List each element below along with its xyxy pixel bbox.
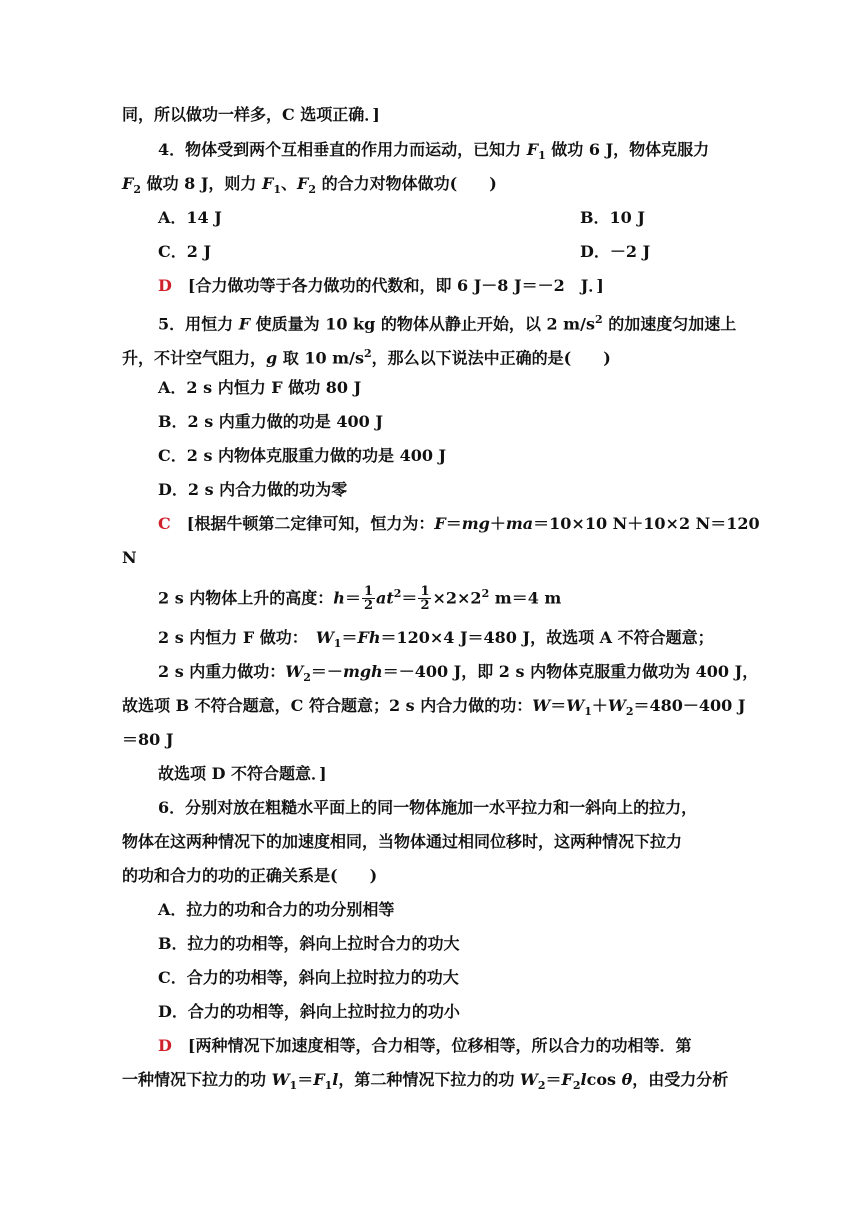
fraction-half: $\frac{1}{2}$ xyxy=(363,584,373,614)
fraction-half: $\frac{1}{2}$ xyxy=(420,584,430,614)
q4-option-c: C．2 J xyxy=(158,242,212,261)
q5-option-a: A．2 s 内恒力 F 做功 80 J xyxy=(158,378,362,397)
q6-explanation-line2: 一种情况下拉力的功 $W_1=F_1l$，第二种情况下拉力的功 $W_2=F_2lcos$ θ，由受力分析 xyxy=(122,1070,729,1093)
q5-stem-line2: 升，不计空气阻力，g 取 10 $m/s^2$，那么以下说法中正确的是( ) xyxy=(122,347,611,368)
q5-explanation-line6: 故选项 B 不符合题意，C 符合题意；2 s 内合力做的功：$W=W_1+W_2=480-400$ J xyxy=(122,696,746,719)
q6-option-b: B．拉力的功相等，斜向上拉时合力的功大 xyxy=(158,934,460,953)
q4-options-row2 xyxy=(158,240,651,264)
q6-option-c: C．合力的功相等，斜向上拉时拉力的功大 xyxy=(158,968,459,987)
q4-answer-explanation: D [合力做功等于各力做功的代数和，即 6 J－8 J＝－2 J．] xyxy=(158,276,604,295)
q4-stem-line2: $F_2$ 做功 8 J，则力 $F_1$、$F_2$ 的合力对物体做功( ) xyxy=(122,174,497,197)
q4-option-b: B．10 J xyxy=(580,208,645,227)
q5-option-c: C．2 s 内物体克服重力做的功是 400 J xyxy=(158,446,447,465)
q6-option-d: D．合力的功相等，斜向上拉时拉力的功小 xyxy=(158,1002,460,1021)
q5-explanation-line8: 故选项 D 不符合题意．] xyxy=(158,764,327,783)
q6-stem-line3: 的功和合力的功的正确关系是( ) xyxy=(122,866,378,885)
q4-options-row1 xyxy=(158,206,645,230)
q5-explanation-line3: 2 s 内物体上升的高度：h＝ $\frac{1}{2}$ $at^2=$ $\frac{1}{2}$ $\times 2\times 2^2$ m＝4 m xyxy=(158,584,562,614)
q5-explanation-line4: 2 s 内恒力 F 做功： $W_1=Fh=120\times 4$ J＝480 J，故选项 A 不符合题意； xyxy=(158,628,714,651)
q5-explanation-line7: ＝80 J xyxy=(122,730,174,749)
q5-explanation-line5: 2 s 内重力做功：$W_2=-mgh=-400$ J，即 2 s 内物体克服重力做功为 400 J， xyxy=(158,662,759,685)
previous-answer-tail: 同，所以做功一样多，C 选项正确．] xyxy=(122,105,380,124)
q5-option-b: B．2 s 内重力做的功是 400 J xyxy=(158,412,383,431)
q5-explanation-line2: N xyxy=(122,548,137,567)
q5-explanation-line1: C [根据牛顿第二定律可知，恒力为：F＝mg＋ma＝10×10 N＋10×2 N＝120 xyxy=(158,514,760,533)
q5-stem-line1: 5．用恒力 F 使质量为 10 kg 的物体从静止开始，以 2 $m/s^2$ 的加速度匀加速上 xyxy=(158,313,737,334)
q6-answer: D xyxy=(158,1036,172,1055)
q5-option-d: D．2 s 内合力做的功为零 xyxy=(158,480,348,499)
q4-option-a: A．14 J xyxy=(158,208,222,227)
q4-stem-line1: 4．物体受到两个互相垂直的作用力而运动，已知力 $F_1$ 做功 6 J，物体克服力 xyxy=(158,140,710,163)
q5-answer: C xyxy=(158,514,171,533)
q6-option-a: A．拉力的功和合力的功分别相等 xyxy=(158,900,395,919)
q6-stem-line2: 物体在这两种情况下的加速度相同，当物体通过相同位移时，这两种情况下拉力 xyxy=(122,832,683,851)
q6-stem-line1: 6．分别对放在粗糙水平面上的同一物体施加一水平拉力和一斜向上的拉力， xyxy=(158,798,698,817)
q4-option-d: D．－2 J xyxy=(580,242,651,261)
q4-answer: D xyxy=(158,276,172,295)
q6-explanation-line1: D [两种情况下加速度相等，合力相等，位移相等，所以合力的功相等．第 xyxy=(158,1036,692,1055)
